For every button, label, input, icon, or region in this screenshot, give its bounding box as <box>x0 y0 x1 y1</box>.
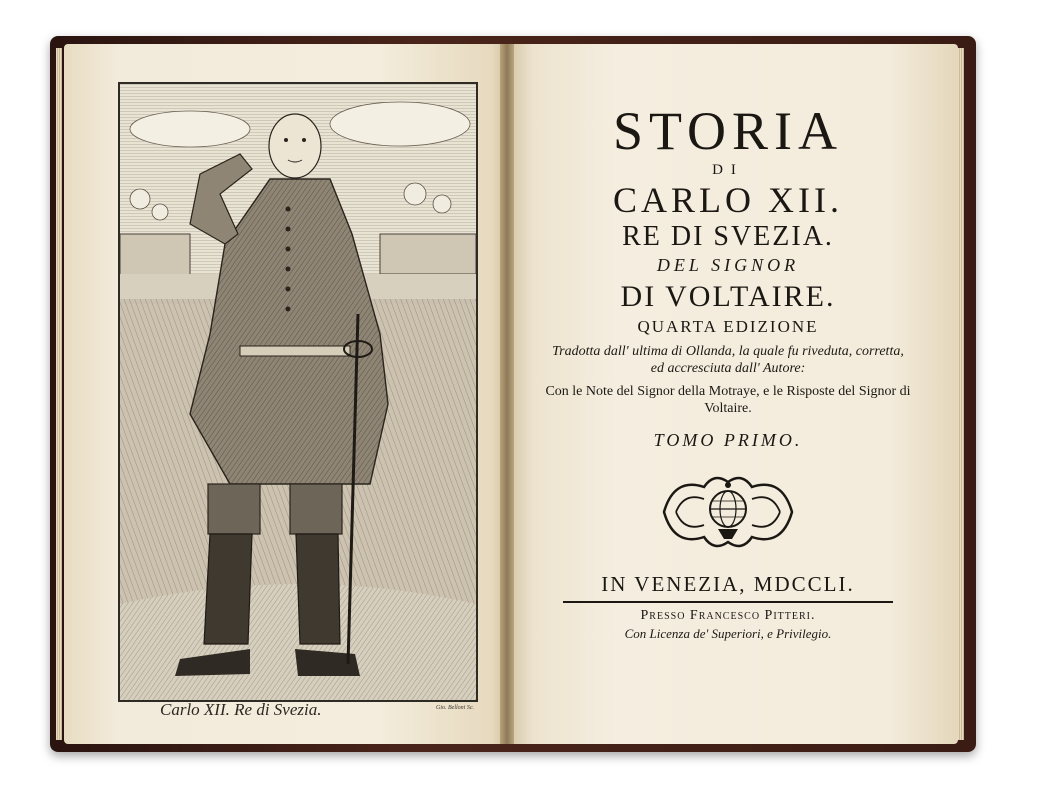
imprint-place-date: IN VENEZIA, MDCCLI. <box>601 572 855 596</box>
right-page-edge <box>958 48 964 740</box>
printer-line: Presso Francesco Pitteri. <box>640 608 816 623</box>
engraver-signature: Gio. Belloni Sc. <box>436 705 474 711</box>
engraving-caption: Carlo XII. Re di Svezia. <box>160 700 322 719</box>
left-page-edge <box>56 48 62 740</box>
edition-line: QUARTA EDIZIONE <box>637 317 819 336</box>
title-subject: CARLO XII. <box>613 180 843 220</box>
globe-ornament-icon <box>654 467 802 557</box>
title-page <box>528 95 928 643</box>
notes-line: Con le Note del Signor della Motraye, e le Risposte del Signor di Voltaire. <box>545 384 911 416</box>
title-subject-line2: RE DI SVEZIA. <box>622 221 834 252</box>
portrait-illustration <box>120 84 476 700</box>
imprint-rule <box>563 601 893 603</box>
translation-note: Tradotta dall' ultima di Ollanda, la quale fu riveduta, corretta, ed accresciuta dall' Autore: <box>552 344 904 376</box>
author-name: DI VOLTAIRE. <box>620 280 836 313</box>
volume-label: TOMO PRIMO. <box>653 430 803 450</box>
license-line: Con Licenza de' Superiori, e Privilegio. <box>624 626 832 641</box>
title-di: DI <box>712 162 744 178</box>
book-gutter <box>500 44 514 744</box>
author-prefix: DEL SIGNOR <box>656 255 800 275</box>
book-title: STORIA <box>612 101 844 161</box>
frontispiece-engraving <box>118 82 478 702</box>
